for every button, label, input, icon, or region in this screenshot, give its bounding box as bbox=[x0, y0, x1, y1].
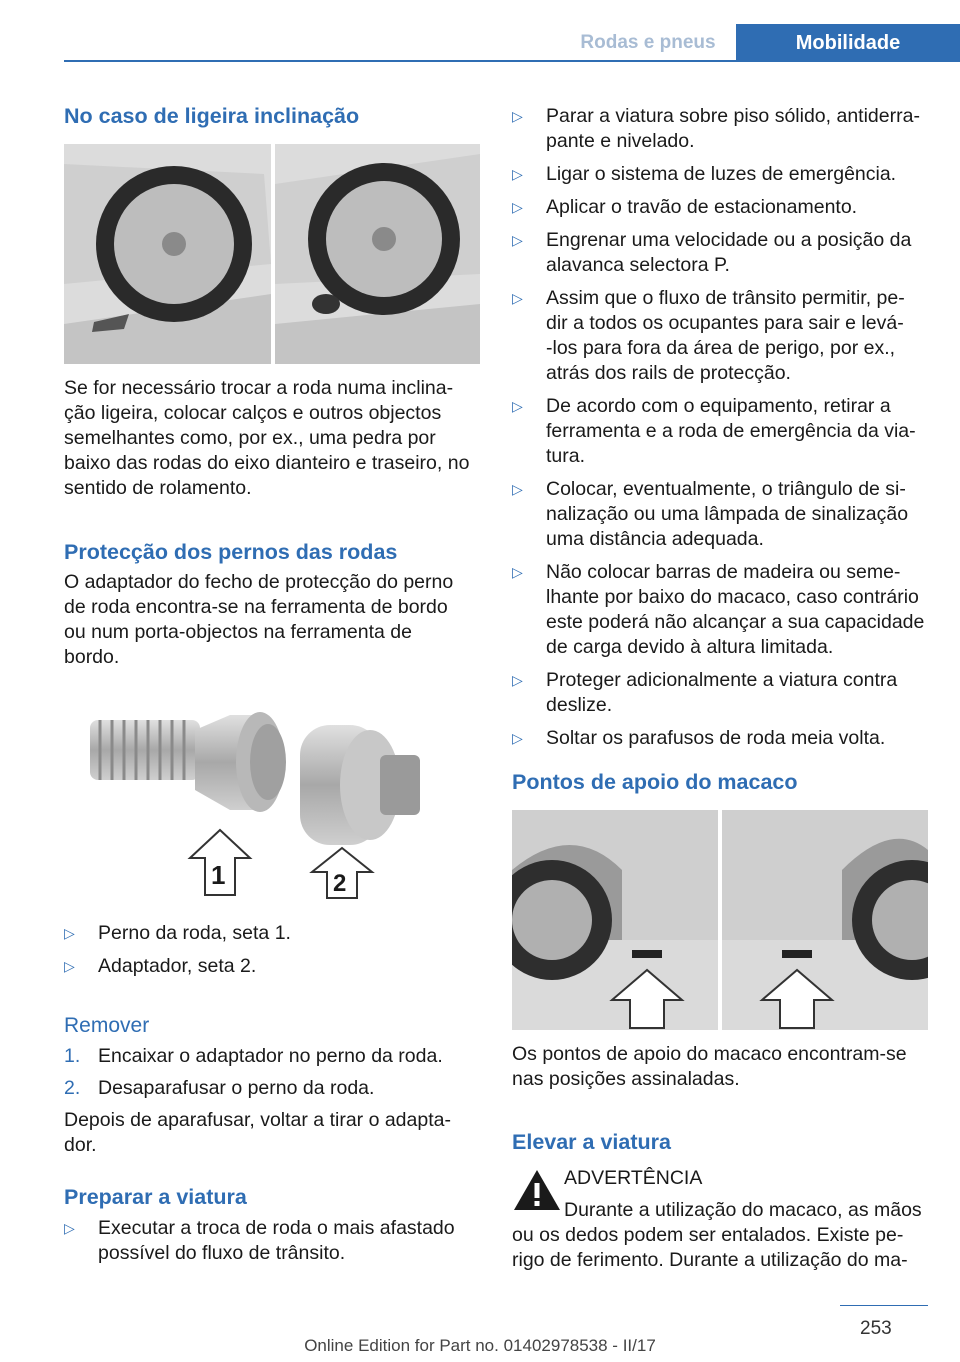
bullet-item bbox=[512, 726, 932, 751]
bolt-adapter-drawing bbox=[80, 700, 460, 900]
bullet-triangle-icon: ▷ bbox=[512, 398, 523, 414]
heading-pontos: Pontos de apoio do macaco bbox=[512, 770, 798, 794]
text-line: Os pontos de apoio do macaco encontram-se bbox=[512, 1043, 907, 1065]
paragraph-pontos bbox=[512, 1042, 932, 1092]
wheel-chocks-drawing bbox=[64, 144, 480, 364]
jack-points-drawing bbox=[512, 810, 928, 1030]
bullet-item bbox=[512, 104, 932, 154]
wheel-chocks-illustration bbox=[64, 144, 480, 364]
bullet-text: Não colocar barras de madeira ou seme- bbox=[546, 561, 901, 583]
bullet-triangle-icon: ▷ bbox=[512, 730, 523, 746]
arrow-1-label: 1 bbox=[211, 860, 226, 890]
bullet-triangle-icon: ▷ bbox=[512, 232, 523, 248]
bullet-text: dir a todos os ocupantes para sair e levá- bbox=[546, 312, 904, 334]
text-line: nas posições assinaladas. bbox=[512, 1068, 740, 1090]
bullet-item bbox=[512, 162, 932, 187]
bullet-item bbox=[512, 560, 932, 660]
bullet-text: de carga devido à altura limitada. bbox=[546, 636, 834, 658]
lug-bolt-adapter-illustration bbox=[80, 700, 460, 900]
text-line: sentido de rolamento. bbox=[64, 477, 252, 499]
bullet-triangle-icon: ▷ bbox=[512, 108, 523, 124]
bullet-item bbox=[512, 195, 932, 220]
jack-points-illustration bbox=[512, 810, 928, 1030]
bullet-triangle-icon: ▷ bbox=[512, 564, 523, 580]
text-line: dor. bbox=[64, 1134, 97, 1156]
text-line: ou num porta-objectos na ferramenta de bbox=[64, 621, 412, 643]
step-text: Encaixar o adaptador no perno da roda. bbox=[98, 1045, 443, 1067]
bullet-text: -los para fora da área de perigo, por ex., bbox=[546, 337, 896, 359]
text-line: O adaptador do fecho de protecção do perno bbox=[64, 571, 454, 593]
bullet-triangle-icon: ▷ bbox=[512, 481, 523, 497]
footer-rule bbox=[840, 1305, 928, 1306]
text-line: semelhantes como, por ex., uma pedra por bbox=[64, 427, 436, 449]
step-number: 1. bbox=[64, 1045, 81, 1067]
bullet-text: lhante por baixo do macaco, caso contrário bbox=[546, 586, 919, 608]
bullet-text: possível do fluxo de trânsito. bbox=[98, 1242, 346, 1264]
text-line: bordo. bbox=[64, 646, 120, 668]
step-number: 2. bbox=[64, 1077, 81, 1099]
heading-preparar: Preparar a viatura bbox=[64, 1185, 247, 1209]
text-line: de roda encontra-se na ferramenta de bordo bbox=[64, 596, 448, 618]
heading-elevar: Elevar a viatura bbox=[512, 1130, 671, 1154]
bullet-text: Perno da roda, seta 1. bbox=[98, 922, 291, 944]
warning-text bbox=[512, 1198, 932, 1273]
bullet-triangle-icon: ▷ bbox=[512, 672, 523, 688]
header-rule bbox=[64, 60, 960, 62]
text-line: Durante a utilização do macaco, as mãos bbox=[564, 1199, 922, 1221]
bullet-text: Parar a viatura sobre piso sólido, antiderra- bbox=[546, 105, 920, 127]
heading-proteccao: Protecção dos pernos das rodas bbox=[64, 540, 398, 564]
text-line: Se for necessário trocar a roda numa inclina- bbox=[64, 377, 454, 399]
bullet-text: Colocar, eventualmente, o triângulo de si- bbox=[546, 478, 906, 500]
heading-remover: Remover bbox=[64, 1014, 150, 1037]
text-line: baixo das rodas do eixo dianteiro e traseiro, no bbox=[64, 452, 470, 474]
header-tabs bbox=[560, 24, 960, 62]
bullet-text: uma distância adequada. bbox=[546, 528, 764, 550]
bullet-item bbox=[512, 228, 932, 278]
text-line: ção ligeira, colocar calços e outros objectos bbox=[64, 402, 442, 424]
bullet-triangle-icon: ▷ bbox=[512, 166, 523, 182]
right-bullet-list bbox=[512, 104, 932, 759]
text-line: Depois de aparafusar, voltar a tirar o adapta- bbox=[64, 1109, 451, 1131]
step-item bbox=[64, 1076, 374, 1101]
paragraph-inclinacao bbox=[64, 376, 484, 501]
bullet-text: Soltar os parafusos de roda meia volta. bbox=[546, 727, 886, 749]
bullet-text: ferramenta e a roda de emergência da via- bbox=[546, 420, 916, 442]
bullet-item bbox=[512, 394, 932, 469]
bolt-threads bbox=[90, 720, 200, 780]
bullet-item bbox=[512, 286, 932, 386]
bullet-text: tura. bbox=[546, 445, 586, 467]
heading-inclinacao: No caso de ligeira inclinação bbox=[64, 104, 360, 128]
bullet-text: De acordo com o equipamento, retirar a bbox=[546, 395, 891, 417]
step-text: Desaparafusar o perno da roda. bbox=[98, 1077, 375, 1099]
bullet-item bbox=[512, 668, 932, 718]
text-line: rigo de ferimento. Durante a utilização do ma- bbox=[512, 1249, 908, 1271]
bullet-text: atrás dos rails de protecção. bbox=[546, 362, 791, 384]
bullet-text: Aplicar o travão de estacionamento. bbox=[546, 196, 858, 218]
section-tab[interactable]: Rodas e pneus bbox=[580, 32, 716, 53]
paragraph-proteccao bbox=[64, 570, 484, 670]
bullet-item bbox=[64, 921, 291, 946]
bullet-triangle-icon: ▷ bbox=[64, 1220, 75, 1236]
bullet-text: Ligar o sistema de luzes de emergência. bbox=[546, 163, 897, 185]
bullet-text: Proteger adicionalmente a viatura contra bbox=[546, 669, 898, 691]
bullet-triangle-icon: ▷ bbox=[512, 199, 523, 215]
step-item bbox=[64, 1044, 443, 1069]
arrow-2-label: 2 bbox=[333, 870, 347, 897]
bullet-text: este poderá não alcançar a sua capacidade bbox=[546, 611, 925, 633]
bullet-text: pante e nivelado. bbox=[546, 130, 695, 152]
bullet-text: Engrenar uma velocidade ou a posição da bbox=[546, 229, 912, 251]
bullet-text: deslize. bbox=[546, 694, 613, 716]
bullet-text: alavanca selectora P. bbox=[546, 254, 730, 276]
paragraph-remover bbox=[64, 1108, 484, 1158]
bullet-item bbox=[512, 477, 932, 552]
footer-edition: Online Edition for Part no. 01402978538 - II/17 bbox=[304, 1336, 656, 1355]
bullet-item bbox=[64, 1216, 455, 1266]
bullet-text: nalização ou uma lâmpada de sinalização bbox=[546, 503, 909, 525]
bullet-triangle-icon: ▷ bbox=[512, 290, 523, 306]
page-number: 253 bbox=[860, 1318, 892, 1339]
bullet-triangle-icon: ▷ bbox=[64, 925, 75, 941]
bullet-item bbox=[64, 954, 256, 979]
warning-title: ADVERTÊNCIA bbox=[564, 1167, 703, 1189]
bullet-text: Assim que o fluxo de trânsito permitir, pe- bbox=[546, 287, 905, 309]
bullet-triangle-icon: ▷ bbox=[64, 958, 75, 974]
chapter-tab[interactable]: Mobilidade bbox=[736, 24, 960, 62]
text-line: ou os dedos podem ser entalados. Existe pe- bbox=[512, 1224, 904, 1246]
bullet-text: Adaptador, seta 2. bbox=[98, 955, 257, 977]
bullet-text: Executar a troca de roda o mais afastado bbox=[98, 1217, 455, 1239]
